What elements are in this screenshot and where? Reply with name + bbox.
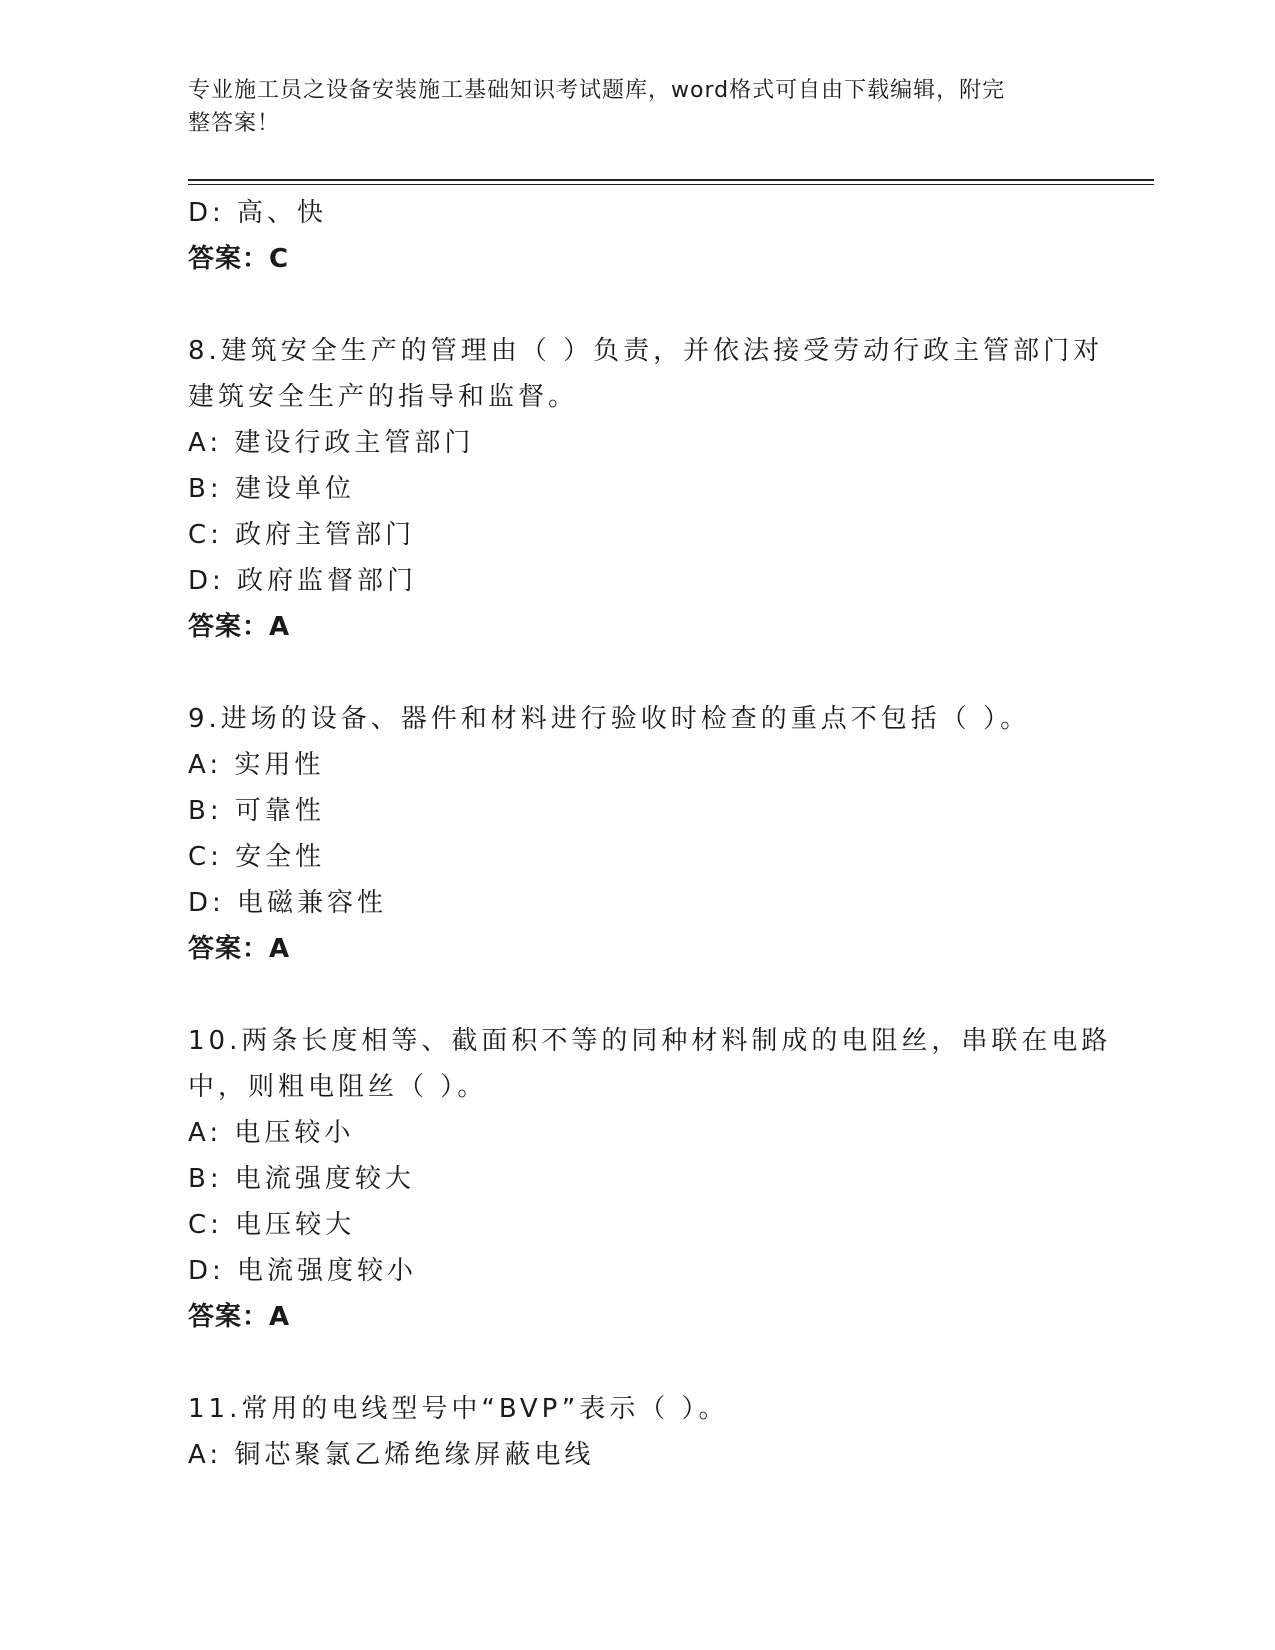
option-b: B: 建设单位 bbox=[188, 474, 355, 504]
question-8 bbox=[188, 328, 1104, 650]
spacer bbox=[188, 972, 1088, 1018]
document-header bbox=[188, 74, 1068, 140]
option-d: D: 电磁兼容性 bbox=[188, 888, 388, 918]
option-b: B: 电流强度较大 bbox=[188, 1164, 415, 1194]
option-a: A: 电压较小 bbox=[188, 1118, 355, 1148]
question-stem: 11.常用的电线型号中“BVP”表示（ ）。 bbox=[188, 1394, 729, 1424]
option-a: A: 铜芯聚氯乙烯绝缘屏蔽电线 bbox=[188, 1440, 595, 1470]
option-b: B: 可靠性 bbox=[188, 796, 325, 826]
document-body bbox=[188, 190, 1112, 1478]
question-stem: 10.两条长度相等、截面积不等的同种材料制成的电阻丝，串联在电路 bbox=[188, 1026, 1112, 1056]
option-a: A: 建设行政主管部门 bbox=[188, 428, 475, 458]
option-c: C: 安全性 bbox=[188, 842, 326, 872]
question-11 bbox=[188, 1386, 1088, 1478]
question-stem-continued: 中，则粗电阻丝（ ）。 bbox=[188, 1072, 488, 1102]
question-stem-continued: 建筑安全生产的指导和监督。 bbox=[188, 382, 579, 412]
spacer bbox=[188, 650, 1088, 696]
header-line-1: 专业施工员之设备安装施工基础知识考试题库，word格式可自由下载编辑，附完 bbox=[188, 78, 1006, 103]
option-a: A: 实用性 bbox=[188, 750, 325, 780]
question-stem: 8.建筑安全生产的管理由（ ）负责，并依法接受劳动行政主管部门对 bbox=[188, 336, 1104, 366]
header-rule-thin bbox=[188, 184, 1154, 185]
option-d: D: 高、快 bbox=[188, 198, 328, 228]
question-9 bbox=[188, 696, 1088, 972]
option-d: D: 政府监督部门 bbox=[188, 566, 418, 596]
option-c: C: 电压较大 bbox=[188, 1210, 356, 1240]
question-10 bbox=[188, 1018, 1112, 1340]
option-c: C: 政府主管部门 bbox=[188, 520, 416, 550]
header-rule-thick bbox=[188, 179, 1154, 181]
question-stem: 9.进场的设备、器件和材料进行验收时检查的重点不包括（ ）。 bbox=[188, 704, 1031, 734]
spacer bbox=[188, 1340, 1088, 1386]
answer: 答案：A bbox=[188, 1302, 291, 1332]
answer: 答案：A bbox=[188, 934, 291, 964]
option-d: D: 电流强度较小 bbox=[188, 1256, 418, 1286]
answer: 答案：A bbox=[188, 612, 291, 642]
answer: 答案：C bbox=[188, 244, 290, 274]
spacer bbox=[188, 282, 1088, 328]
header-line-2: 整答案！ bbox=[188, 111, 281, 136]
